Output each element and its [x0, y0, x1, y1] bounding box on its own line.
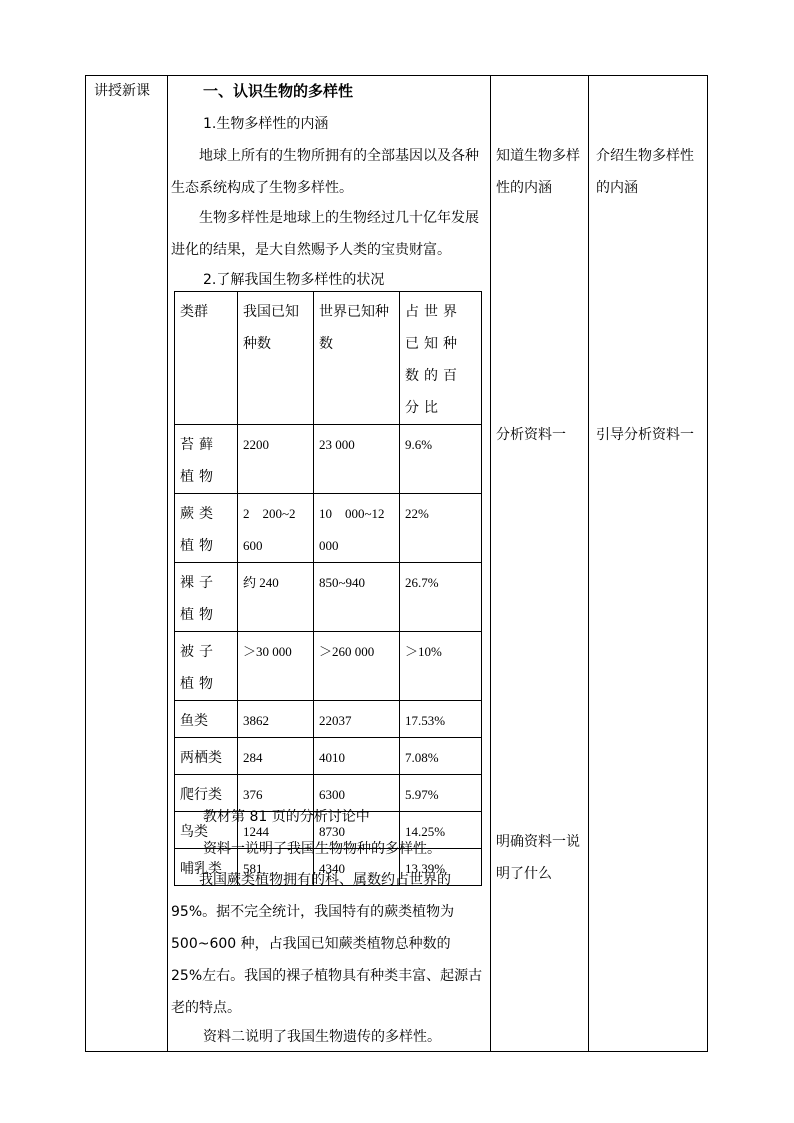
table-cell: 376 [238, 775, 314, 812]
table-cell: 5.97% [400, 775, 482, 812]
header-cell: 占世界已知种数的百分比 [400, 292, 482, 425]
teacher-activity-1: 介绍生物多样性的内涵 [596, 148, 694, 196]
table-top-border [85, 75, 708, 76]
header-cell: 世界已知种数 [314, 292, 400, 425]
student-activity-1: 知道生物多样性的内涵 [496, 148, 580, 196]
section-heading: 一、认识生物的多样性 [203, 82, 354, 100]
column-divider-2 [490, 75, 491, 1052]
table-cell: 9.6% [400, 425, 482, 494]
table-row [175, 494, 482, 563]
table-right-border [707, 75, 708, 1052]
paragraph-4: 我国蕨类植物拥有的科、属数约占世界的 95%。据不完全统计，我国特有的蕨类植物为 500~600 种，占我国已知蕨类植物总种数的 25%左右。我国的裸子植物具有种类丰富、起源古老的特点。 [171, 872, 483, 1016]
table-cell: 8730 [314, 812, 400, 849]
textbook-note: 教材第 81 页的分析讨论中 [203, 809, 370, 825]
table-cell: 裸子植物 [175, 563, 238, 632]
student-activity-2: 分析资料一 [496, 427, 566, 443]
table-cell: 7.08% [400, 738, 482, 775]
table-cell: 10 000~12 000 [314, 494, 400, 563]
table-cell: ＞260 000 [314, 632, 400, 701]
table-cell: 蕨类植物 [175, 494, 238, 563]
header-cell: 我国已知种数 [238, 292, 314, 425]
table-cell: 3862 [238, 701, 314, 738]
paragraph-2: 生物多样性是地球上的生物经过几十亿年发展进化的结果，是大自然赐予人类的宝贵财富。 [171, 210, 479, 258]
table-cell: 约 240 [238, 563, 314, 632]
table-cell: 17.53% [400, 701, 482, 738]
table-cell: 爬行类 [175, 775, 238, 812]
table-cell: 13.39% [400, 849, 482, 886]
table-cell: 被子植物 [175, 632, 238, 701]
subheading-2: 2.了解我国生物多样性的状况 [203, 272, 385, 288]
paragraph-1: 地球上所有的生物所拥有的全部基因以及各种生态系统构成了生物多样性。 [171, 148, 479, 196]
table-row [175, 738, 482, 775]
table-header-row [175, 292, 482, 425]
table-cell: ＞10% [400, 632, 482, 701]
table-cell: 2 200~2 600 [238, 494, 314, 563]
table-cell: 14.25% [400, 812, 482, 849]
paragraph-5: 资料二说明了我国生物遗传的多样性。 [203, 1029, 441, 1045]
section-label: 讲授新课 [94, 83, 150, 99]
table-cell: 哺乳类 [175, 849, 238, 886]
table-cell: 6300 [314, 775, 400, 812]
table-cell: 22037 [314, 701, 400, 738]
table-cell: ＞30 000 [238, 632, 314, 701]
table-cell: 26.7% [400, 563, 482, 632]
table-cell: 581 [238, 849, 314, 886]
table-cell: 鱼类 [175, 701, 238, 738]
table-row [175, 563, 482, 632]
table-row [175, 632, 482, 701]
table-row [175, 775, 482, 812]
table-cell: 284 [238, 738, 314, 775]
table-cell: 2200 [238, 425, 314, 494]
table-cell: 850~940 [314, 563, 400, 632]
column-divider-1 [167, 75, 168, 1052]
teacher-activity-2: 引导分析资料一 [596, 427, 694, 443]
header-cell: 类群 [175, 292, 238, 425]
table-cell: 两栖类 [175, 738, 238, 775]
table-cell: 23 000 [314, 425, 400, 494]
table-cell: 鸟类 [175, 812, 238, 849]
table-cell: 4010 [314, 738, 400, 775]
table-bottom-border [85, 1051, 708, 1052]
table-left-border [85, 75, 86, 1052]
paragraph-3: 资料一说明了我国生物物种的多样性。 [203, 841, 441, 857]
table-cell: 4340 [314, 849, 400, 886]
table-row [175, 425, 482, 494]
subheading-1: 1.生物多样性的内涵 [203, 116, 329, 132]
student-activity-3: 明确资料一说明了什么 [496, 834, 580, 882]
table-row [175, 701, 482, 738]
biodiversity-table [174, 291, 482, 886]
table-cell: 22% [400, 494, 482, 563]
table-cell: 1244 [238, 812, 314, 849]
table-cell: 苔藓植物 [175, 425, 238, 494]
column-divider-3 [588, 75, 589, 1052]
